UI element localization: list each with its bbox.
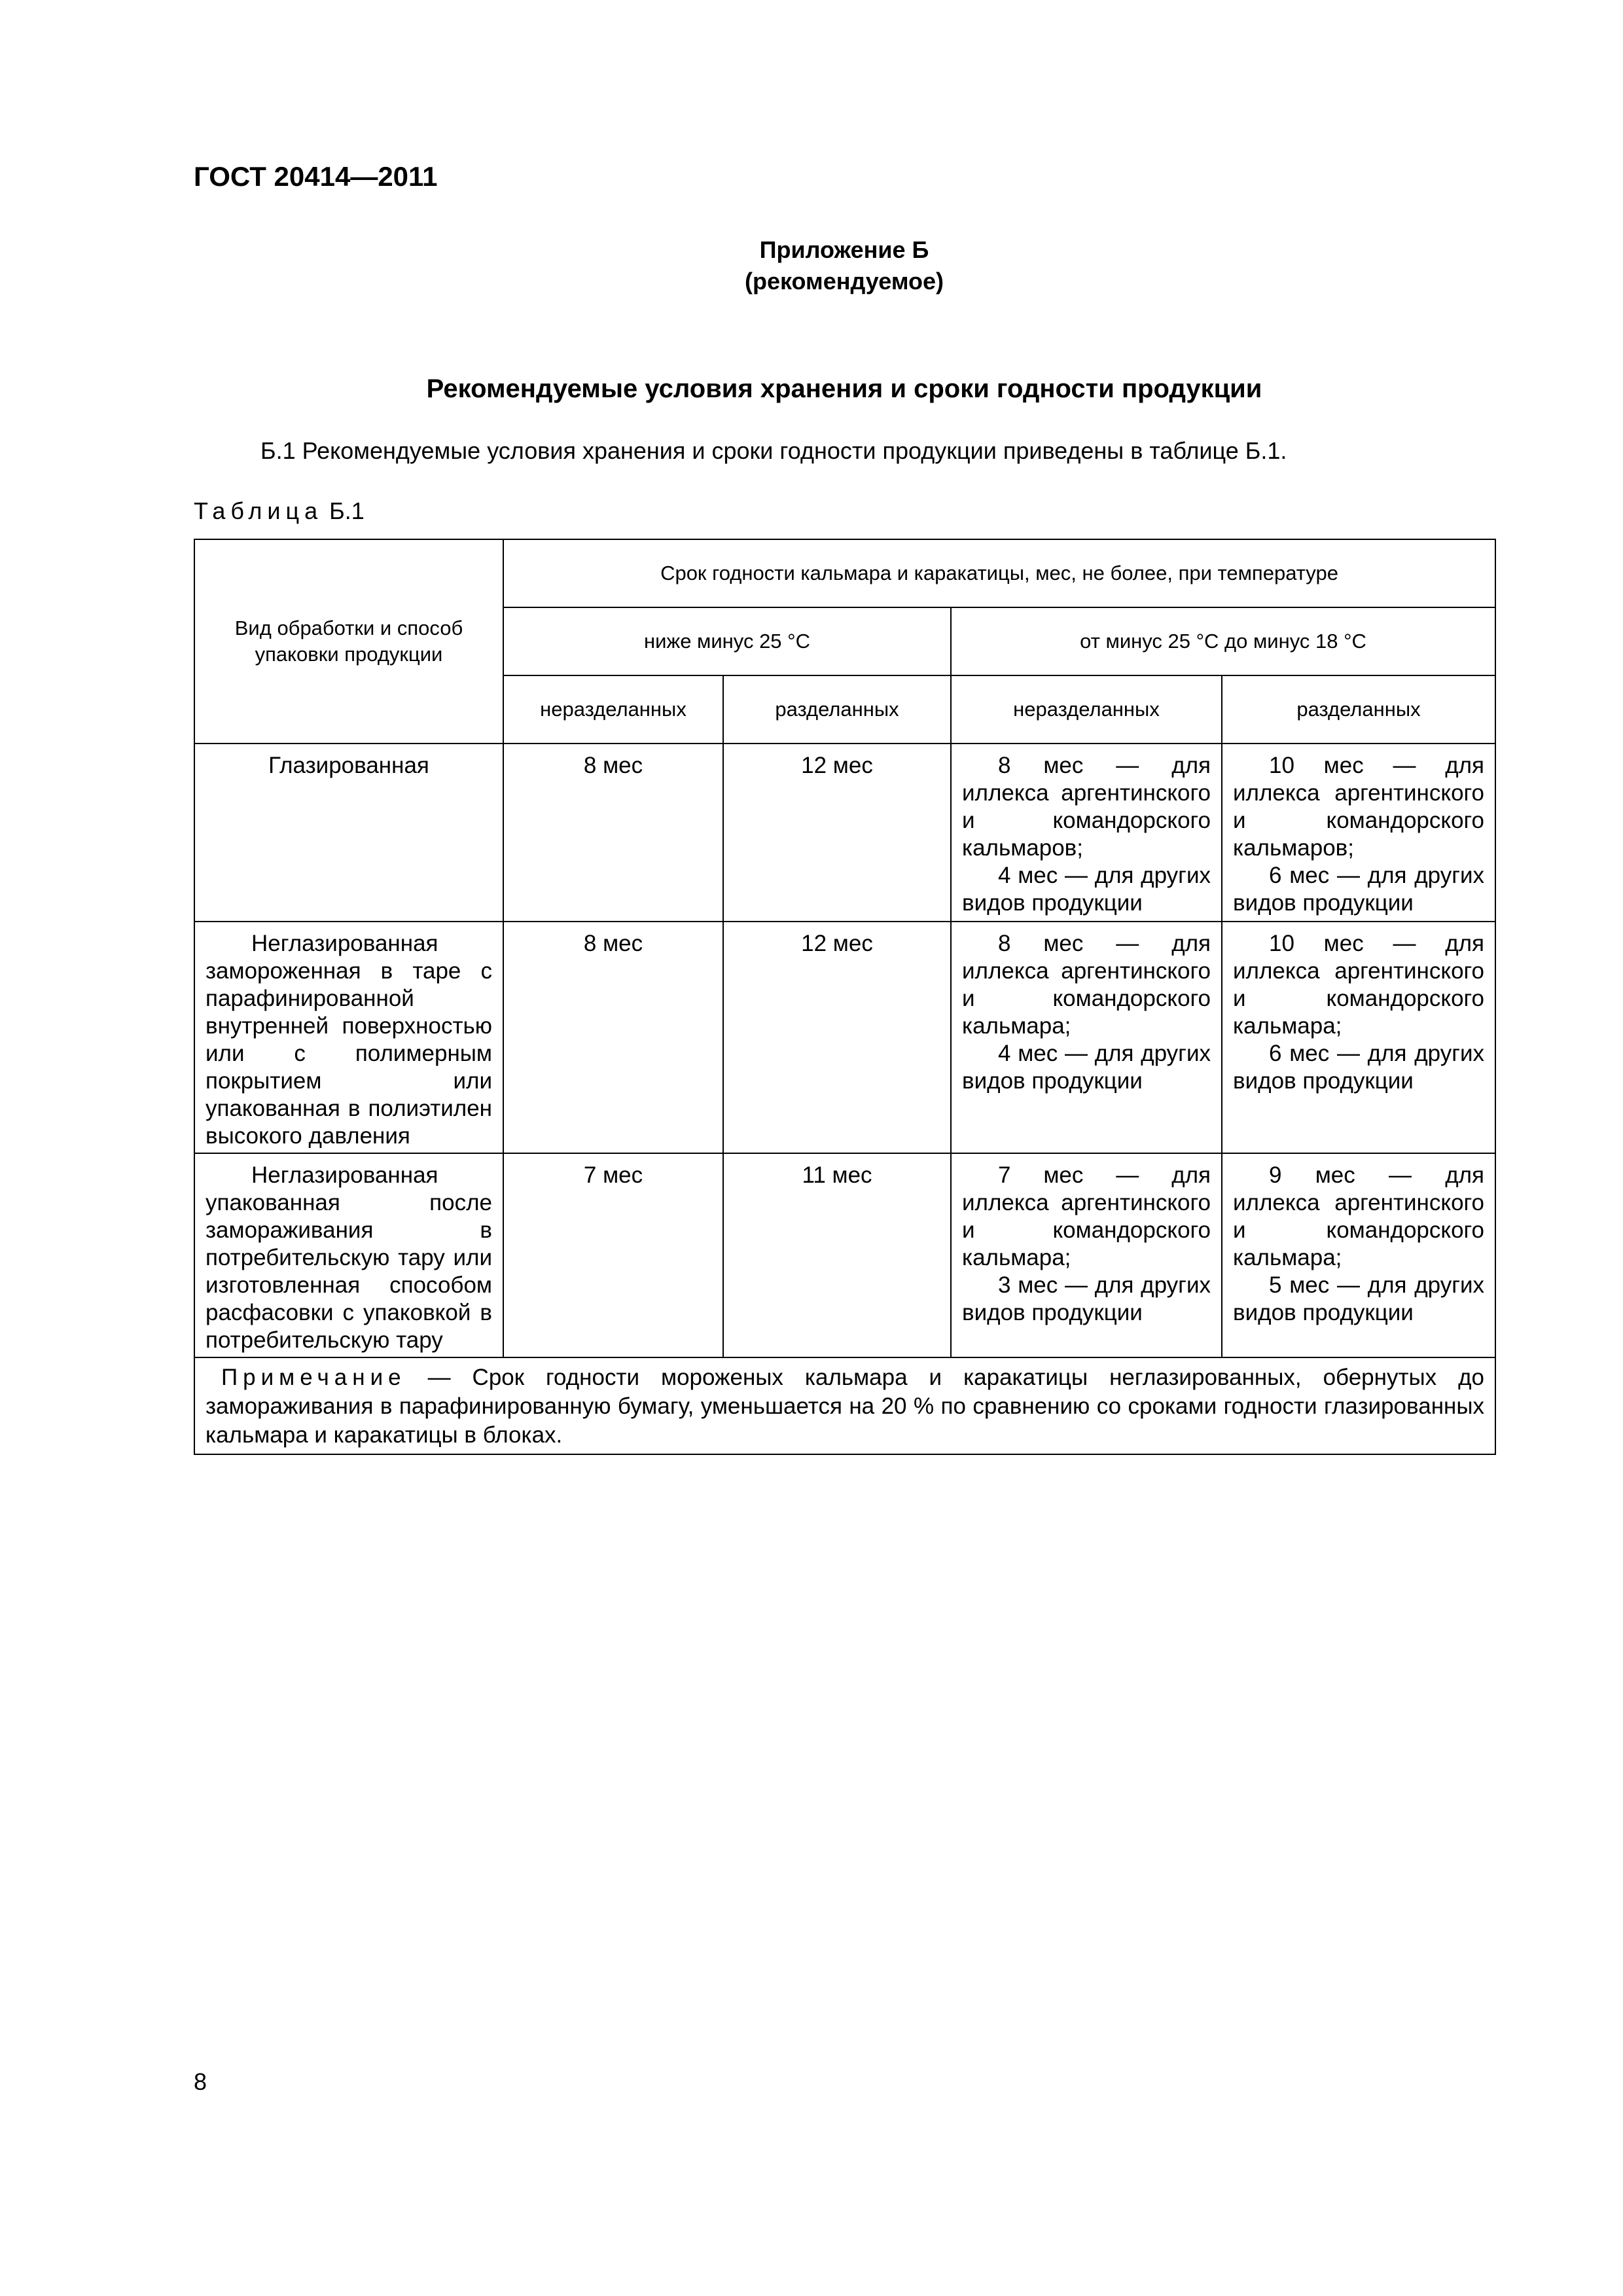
table-header-row-1 (194, 539, 1495, 607)
cell-mid-divided-part-a: 9 мес — для иллекса аргентинского и командорского кальмара; (1233, 1162, 1485, 1270)
cell-mid-undivided-part-a: 8 мес — для иллекса аргентинского и командорского кальмаров; (962, 753, 1211, 861)
cell-low-divided: 12 мес (723, 744, 951, 922)
table-note-text: — Срок годности мороженых кальмара и каракатицы неглазированных, обернутых до замораживания в парафинированную бумагу, уменьшается на 20 % по сравнению со сроками годности глазированных кальмара и каракатицы в блоках. (205, 1365, 1485, 1448)
appendix-title: Приложение Б (759, 236, 929, 263)
cell-mid-divided-part-a: 10 мес — для иллекса аргентинского и командорского кальмаров; (1233, 753, 1485, 861)
cell-low-undivided: 7 мес (503, 1153, 723, 1357)
table-row (194, 744, 1495, 922)
cell-mid-undivided (951, 1153, 1222, 1357)
table-caption (194, 497, 365, 525)
table-caption-number: Б.1 (329, 497, 365, 524)
header-undivided-low: неразделанных (503, 675, 723, 744)
cell-mid-divided-part-b: 6 мес — для других видов продукции (1233, 863, 1485, 916)
cell-mid-undivided-part-b: 4 мес — для других видов продукции (962, 1041, 1211, 1094)
cell-mid-divided-part-a: 10 мес — для иллекса аргентинского и командорского кальмара; (1233, 931, 1485, 1039)
row-product-name: Неглазированная замороженная в таре с парафинированной внутренней поверхностью или с полимерным покрытием или упакованная в полиэтилен высокого давления (194, 922, 503, 1153)
cell-low-divided: 11 мес (723, 1153, 951, 1357)
appendix-heading (0, 234, 1623, 297)
header-temp-25-to-18: от минус 25 °С до минус 18 °С (951, 607, 1495, 675)
table-row (194, 922, 1495, 1153)
header-shelf-life: Срок годности кальмара и каракатицы, мес, не более, при температуре (503, 539, 1495, 607)
cell-mid-divided-part-b: 6 мес — для других видов продукции (1233, 1041, 1485, 1094)
table-note-label: Примечание (221, 1365, 406, 1390)
appendix-status: (рекомендуемое) (745, 268, 944, 295)
cell-mid-undivided (951, 744, 1222, 922)
section-title: Рекомендуемые условия хранения и сроки годности продукции (426, 374, 1262, 403)
cell-mid-undivided-part-b: 4 мес — для других видов продукции (962, 863, 1211, 916)
shelf-life-table (194, 539, 1496, 1455)
header-temp-below-25: ниже минус 25 °С (503, 607, 951, 675)
document-code: ГОСТ 20414—2011 (194, 161, 438, 192)
row-product-name: Неглазированная упакованная после замораживания в потребительскую тару или изготовленная способом расфасовки с упаковкой в потребительскую тару (194, 1153, 503, 1357)
cell-mid-divided (1222, 1153, 1495, 1357)
table-note-row (194, 1357, 1495, 1454)
table-note (194, 1357, 1495, 1454)
cell-mid-undivided-part-a: 8 мес — для иллекса аргентинского и командорского кальмара; (962, 931, 1211, 1039)
row-product-name: Глазированная (194, 744, 503, 922)
cell-low-undivided: 8 мес (503, 922, 723, 1153)
cell-mid-divided (1222, 922, 1495, 1153)
cell-mid-undivided-part-b: 3 мес — для других видов продукции (962, 1272, 1211, 1325)
page-number: 8 (194, 2068, 207, 2095)
header-divided-low: разделанных (723, 675, 951, 744)
intro-paragraph: Б.1 Рекомендуемые условия хранения и сроки годности продукции приведены в таблице Б.1. (260, 437, 1287, 464)
header-product-type: Вид обработки и способ упаковки продукции (194, 539, 503, 744)
table-caption-word: Таблица (194, 497, 323, 524)
cell-mid-undivided (951, 922, 1222, 1153)
cell-mid-divided-part-b: 5 мес — для других видов продукции (1233, 1272, 1485, 1325)
header-undivided-mid: неразделанных (951, 675, 1222, 744)
table-row (194, 1153, 1495, 1357)
header-divided-mid: разделанных (1222, 675, 1495, 744)
cell-low-undivided: 8 мес (503, 744, 723, 922)
cell-mid-divided (1222, 744, 1495, 922)
cell-mid-undivided-part-a: 7 мес — для иллекса аргентинского и командорского кальмара; (962, 1162, 1211, 1270)
cell-low-divided: 12 мес (723, 922, 951, 1153)
